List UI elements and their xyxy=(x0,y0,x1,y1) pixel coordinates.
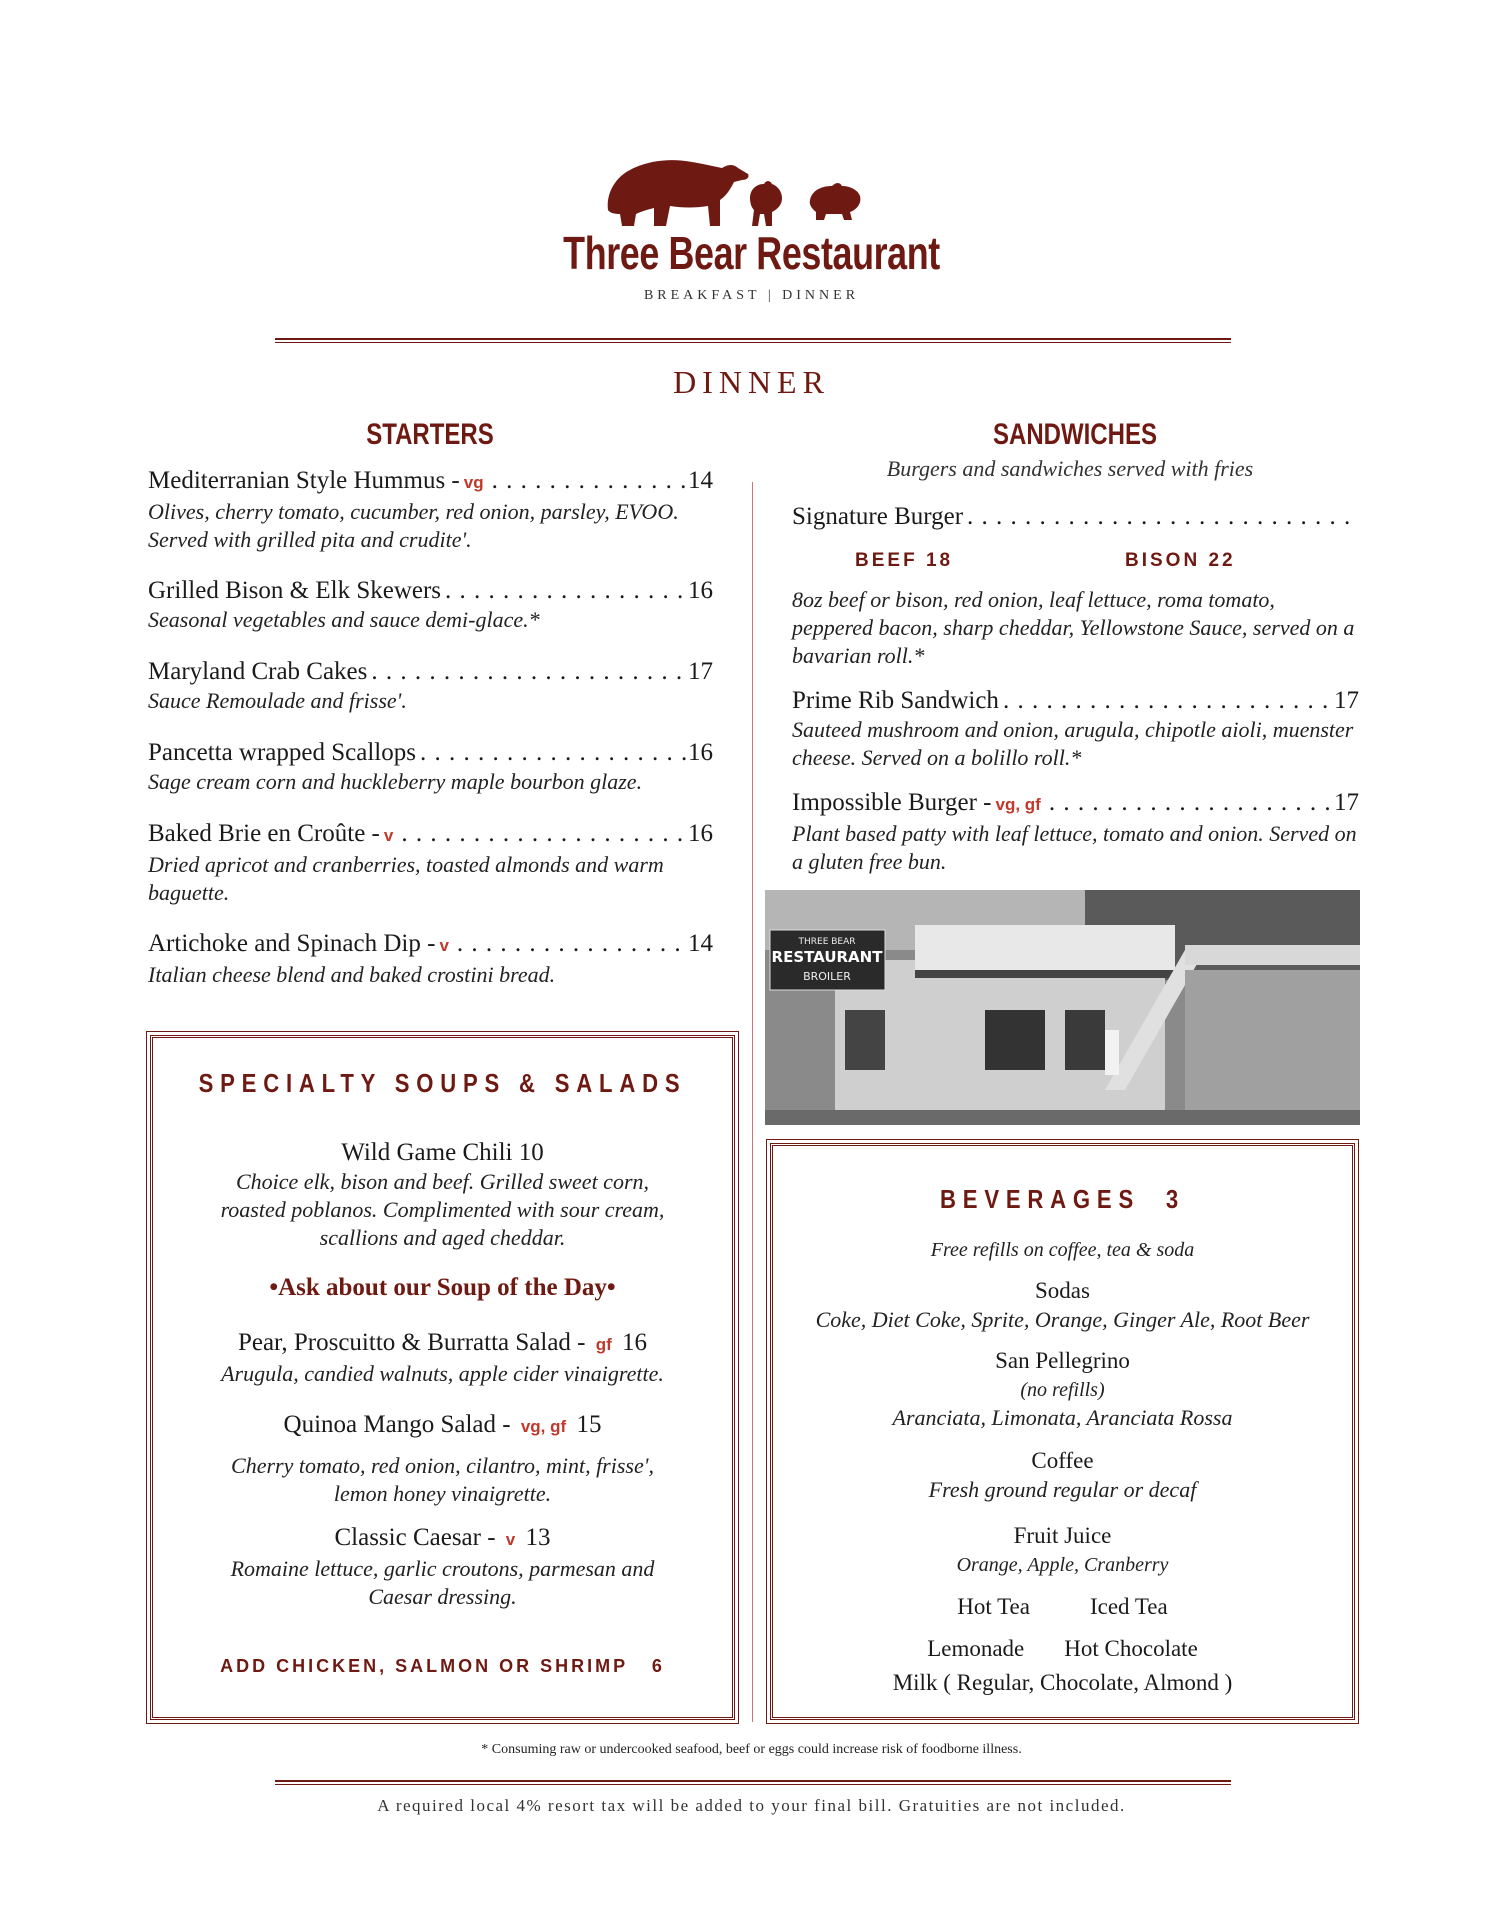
restaurant-name: Three Bear Restaurant xyxy=(563,227,940,279)
item-description: Choice elk, bison and beef. Grilled sweet corn, roasted poblanos. Complimented with sour cream, scallions and aged cheddar. xyxy=(220,1169,665,1250)
menu-item xyxy=(148,819,713,907)
item-name: Mediterranian Style Hummus - xyxy=(148,467,460,494)
item-price: 17 xyxy=(1334,687,1359,714)
beverages-heading: BEVERAGES 3 xyxy=(940,1184,1185,1214)
item-name: Classic Caesar - xyxy=(334,1524,496,1551)
sandwiches-note: Burgers and sandwiches served with fries xyxy=(886,456,1254,481)
item-description: Cherry tomato, red onion, cilantro, mint, frisse', lemon honey vinaigrette. xyxy=(231,1453,654,1506)
item-price: 15 xyxy=(576,1411,602,1438)
beverage-name: Coffee xyxy=(1031,1448,1094,1473)
soups-salads-heading: SPECIALTY SOUPS & SALADS xyxy=(198,1068,687,1098)
diet-tag: v xyxy=(383,826,394,845)
item-description: Romaine lettuce, garlic croutons, parmesan and Caesar dressing. xyxy=(230,1556,655,1609)
item-price: 13 xyxy=(525,1524,551,1551)
item-description: Arugula, candied walnuts, apple cider vinaigrette. xyxy=(221,1361,664,1386)
item-description: Sauteed mushroom and onion, arugula, chipotle aioli, muenster cheese. Served on a bolillo roll.* xyxy=(792,717,1354,770)
item-price: 14 xyxy=(688,467,713,494)
item-price: 16 xyxy=(688,820,713,847)
beverage-note: (no refills) xyxy=(1020,1379,1105,1401)
menu-title: DINNER xyxy=(673,364,830,400)
beverage-name: Fruit Juice xyxy=(1013,1523,1112,1548)
item-price: 16 xyxy=(688,739,713,766)
drinks-row xyxy=(773,1634,1352,1664)
item-description-block xyxy=(792,586,1359,670)
sign-line-3: BROILER xyxy=(803,970,851,983)
menu-item xyxy=(148,466,713,554)
beverage-name: Sodas xyxy=(1035,1278,1090,1303)
item-description: Plant based patty with leaf lettuce, tomato and onion. Served on a gluten free bun. xyxy=(792,821,1357,874)
beverage-item xyxy=(773,1346,1352,1432)
menu-item xyxy=(153,1138,732,1252)
beverage-item xyxy=(773,1446,1352,1504)
item-name: Impossible Burger - xyxy=(792,789,992,816)
item-price: 14 xyxy=(688,930,713,957)
item-name: Quinoa Mango Salad - xyxy=(283,1411,511,1438)
menu-item xyxy=(153,1523,732,1611)
bison-price-option: BISON 22 xyxy=(1125,550,1236,571)
beverages-box xyxy=(770,1143,1355,1720)
item-name: Signature Burger xyxy=(792,503,964,530)
menu-item xyxy=(792,788,1359,876)
sign-line-2: RESTAURANT xyxy=(771,948,883,966)
three-bears-logo-icon xyxy=(600,140,900,240)
menu-item xyxy=(148,657,713,715)
header-divider xyxy=(275,338,1231,343)
restaurant-photo xyxy=(765,890,1360,1125)
sign-line-1: THREE BEAR xyxy=(798,937,856,947)
menu-item xyxy=(153,1410,732,1508)
beverage-item xyxy=(773,1521,1352,1579)
beverage-description: Orange, Apple, Cranberry xyxy=(956,1554,1169,1576)
menu-item xyxy=(792,502,1359,532)
lemonade: Lemonade xyxy=(927,1636,1025,1661)
diet-tag: v xyxy=(439,936,449,955)
item-description: Sage cream corn and huckleberry maple bourbon glaze. xyxy=(148,769,643,794)
item-name: Artichoke and Spinach Dip - xyxy=(148,930,436,957)
diet-tag: vg xyxy=(463,473,484,492)
item-description: Olives, cherry tomato, cucumber, red onion, parsley, EVOO. Served with grilled pita and crudite'. xyxy=(148,499,679,552)
milk-options: Milk ( Regular, Chocolate, Almond ) xyxy=(892,1670,1233,1695)
diet-tag: gf xyxy=(595,1335,612,1354)
menu-item xyxy=(148,738,713,796)
beverage-item xyxy=(773,1276,1352,1334)
item-name: Grilled Bison & Elk Skewers xyxy=(148,577,442,604)
diet-tag: v xyxy=(505,1530,516,1549)
item-description: 8oz beef or bison, red onion, leaf lettuce, roma tomato, peppered bacon, sharp cheddar, Yellowstone Sauce, served on a bavarian roll.* xyxy=(792,587,1355,668)
item-description: Seasonal vegetables and sauce demi-glace.* xyxy=(148,607,540,632)
sandwiches-heading: SANDWICHES xyxy=(992,418,1157,451)
item-name: Maryland Crab Cakes xyxy=(148,658,368,685)
item-name: Prime Rib Sandwich xyxy=(792,687,999,714)
starters-heading: STARTERS xyxy=(366,418,494,451)
foodborne-illness-footnote: * Consuming raw or undercooked seafood, beef or eggs could increase risk of foodborne illness. xyxy=(481,1742,1022,1757)
hot-tea: Hot Tea xyxy=(957,1594,1030,1619)
menu-item xyxy=(148,576,713,634)
resort-tax-notice: A required local 4% resort tax will be added to your final bill. Gratuities are not included. xyxy=(377,1796,1126,1815)
beverage-description: Coke, Diet Coke, Sprite, Orange, Ginger Ale, Root Beer xyxy=(815,1307,1310,1332)
diet-tag: vg, gf xyxy=(995,795,1041,814)
item-description: Sauce Remoulade and frisse'. xyxy=(148,688,407,713)
menu-item xyxy=(148,929,713,989)
beef-price-option: BEEF 18 xyxy=(855,550,954,571)
column-divider xyxy=(752,482,753,1722)
item-name: Pancetta wrapped Scallops xyxy=(148,739,416,766)
soups-salads-box xyxy=(150,1035,735,1720)
tea-row xyxy=(773,1592,1352,1622)
beverage-description: Fresh ground regular or decaf xyxy=(928,1477,1197,1502)
beverage-name: San Pellegrino xyxy=(995,1348,1130,1373)
diet-tag: vg, gf xyxy=(520,1417,567,1436)
item-name: Baked Brie en Croûte - xyxy=(148,820,380,847)
hot-chocolate: Hot Chocolate xyxy=(1064,1636,1198,1661)
item-description: Dried apricot and cranberries, toasted almonds and warm baguette. xyxy=(148,852,664,905)
item-price: 17 xyxy=(688,658,713,685)
iced-tea: Iced Tea xyxy=(1089,1594,1168,1619)
item-price: 16 xyxy=(622,1329,648,1356)
item-price: 17 xyxy=(1334,789,1359,816)
refill-note: Free refills on coffee, tea & soda xyxy=(930,1239,1195,1261)
menu-item xyxy=(153,1328,732,1388)
protein-add-on: ADD CHICKEN, SALMON OR SHRIMP 6 xyxy=(220,1656,665,1676)
menu-item xyxy=(792,686,1359,772)
item-price: 16 xyxy=(688,577,713,604)
footer-divider xyxy=(275,1780,1231,1785)
soup-of-the-day-note: •Ask about our Soup of the Day• xyxy=(269,1274,616,1301)
restaurant-subtitle: BREAKFAST | DINNER xyxy=(643,288,860,303)
item-name: Wild Game Chili 10 xyxy=(341,1139,544,1166)
item-description: Italian cheese blend and baked crostini bread. xyxy=(148,962,556,987)
beverage-description: Aranciata, Limonata, Aranciata Rossa xyxy=(892,1405,1233,1430)
item-name: Pear, Proscuitto & Burratta Salad - xyxy=(237,1329,586,1356)
